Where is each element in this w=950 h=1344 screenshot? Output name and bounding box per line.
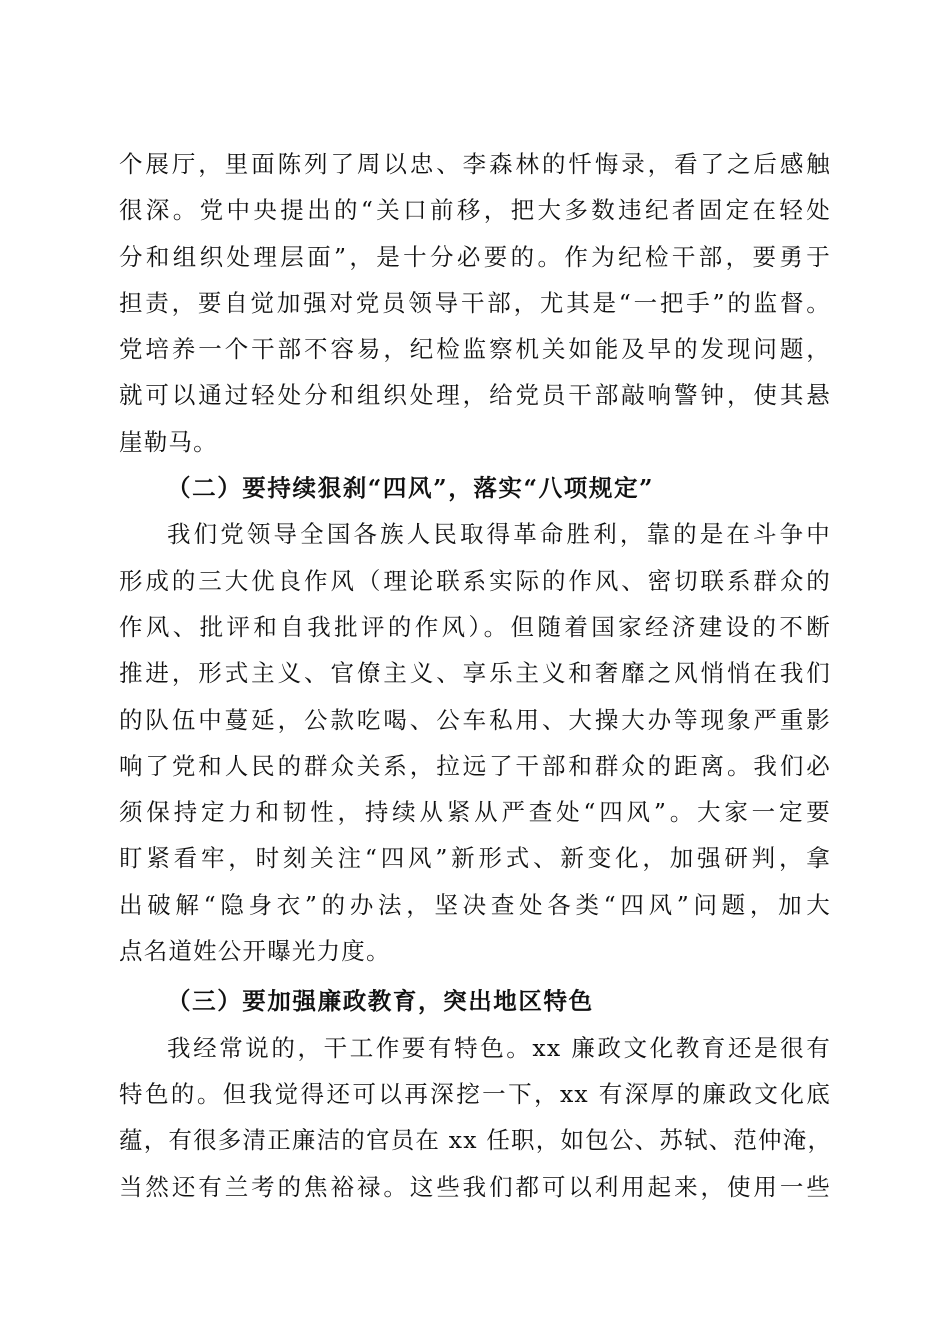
paragraph-integrity-education [119,1025,831,1210]
text-line: 党培养一个干部不容易，纪检监察机关如能及早的发现问题， [119,335,831,364]
text-line: 盯紧看牢，时刻关注“四风”新形式、新变化，加强研判，拿 [119,844,831,873]
text-line: 我经常说的，干工作要有特色。xx 廉政文化教育还是很有 [167,1033,831,1062]
section-heading-3: （三）要加强廉政教育，突出地区特色 [167,987,594,1016]
text-line: 特色的。但我觉得还可以再深挖一下，xx 有深厚的廉政文化底 [119,1079,831,1108]
text-line: 就可以通过轻处分和组织处理，给党员干部敲响警钟，使其悬 [119,381,831,410]
text-line: 形成的三大优良作风（理论联系实际的作风、密切联系群众的 [119,566,831,595]
text-line: 推进，形式主义、官僚主义、享乐主义和奢靡之风悄悄在我们 [119,659,831,688]
text-line: 分和组织处理层面”，是十分必要的。作为纪检干部，要勇于 [119,242,831,271]
text-line: 蕴，有很多清正廉洁的官员在 xx 任职，如包公、苏轼、范仲淹， [119,1126,833,1155]
text-line: 很深。党中央提出的“关口前移，把大多数违纪者固定在轻处 [119,196,831,225]
paragraph-four-winds [119,511,831,974]
text-line: 的队伍中蔓延，公款吃喝、公车私用、大操大办等现象严重影 [119,705,831,734]
paragraph-continuation [119,141,831,465]
text-line: 点名道姓公开曝光力度。 [119,937,391,966]
text-line: 作风、批评和自我批评的作风）。但随着国家经济建设的不断 [119,612,831,641]
text-line: 担责，要自觉加强对党员领导干部，尤其是“一把手”的监督。 [119,288,831,317]
text-line: 响了党和人民的群众关系，拉远了干部和群众的距离。我们必 [119,751,831,780]
section-heading-2: （二）要持续狠刹“四风”，落实“八项规定” [167,474,655,503]
text-line: 我们党领导全国各族人民取得革命胜利，靠的是在斗争中 [167,520,831,549]
text-line: 崖勒马。 [119,427,218,456]
text-line: 个展厅，里面陈列了周以忠、李森林的忏悔录，看了之后感触 [119,150,831,178]
text-line: 须保持定力和韧性，持续从紧从严查处“四风”。大家一定要 [119,798,831,827]
text-line: 当然还有兰考的焦裕禄。这些我们都可以利用起来，使用一些 [119,1172,831,1201]
document-body [119,141,831,1210]
text-line: 出破解“隐身衣”的办法，坚决查处各类“四风”问题，加大 [119,890,831,919]
